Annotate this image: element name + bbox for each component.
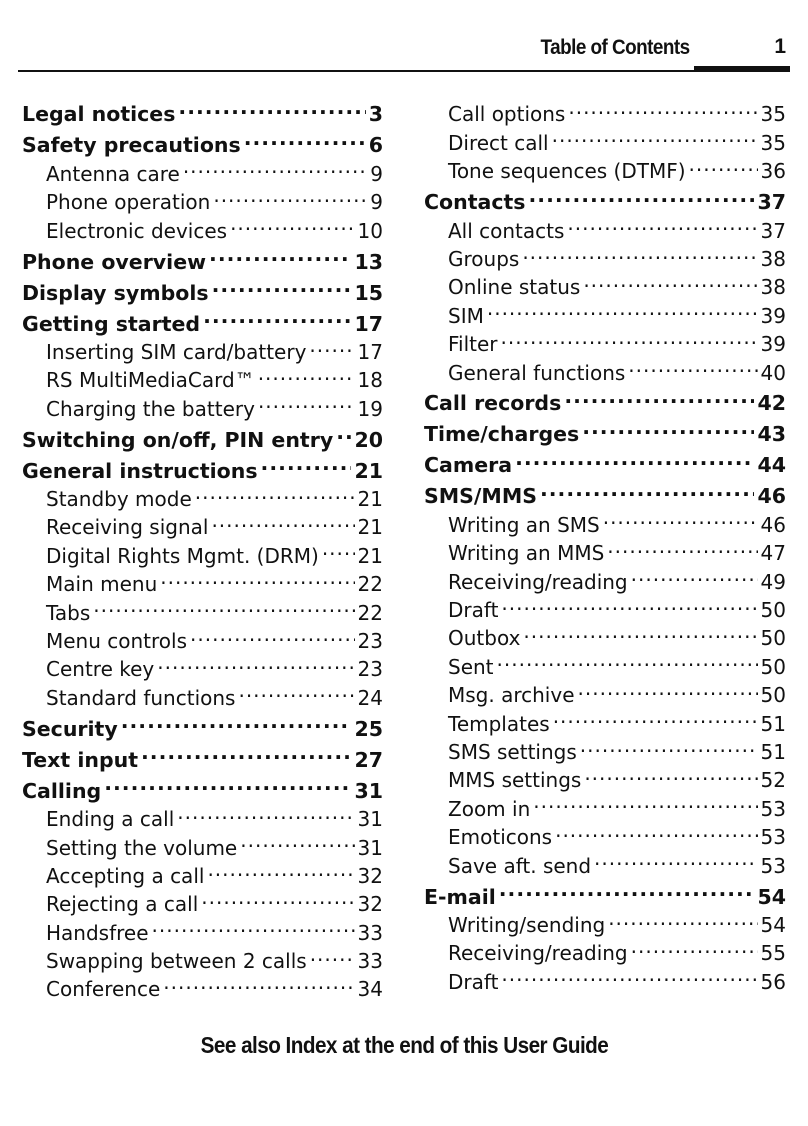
toc-entry-page: 46	[757, 484, 786, 509]
dot-leader	[163, 968, 354, 996]
dot-leader	[580, 731, 758, 759]
toc-entry-label: Templates	[448, 711, 550, 736]
dot-leader	[213, 181, 367, 209]
toc-entry-label: Handsfree	[46, 920, 149, 945]
dot-leader	[104, 769, 351, 797]
toc-entry-page: 55	[760, 941, 786, 966]
dot-leader	[584, 759, 757, 787]
dot-leader	[583, 266, 757, 294]
toc-entry-page: 32	[357, 892, 383, 917]
toc-entry-page: 39	[760, 332, 786, 357]
footer-note	[0, 1032, 808, 1059]
toc-entry-page: 13	[354, 249, 383, 274]
toc-entry-page: 36	[760, 159, 786, 184]
toc-entry-page: 37	[760, 218, 786, 243]
toc-entry-page: 37	[757, 190, 786, 215]
toc-entry-label: Text input	[22, 747, 139, 772]
toc-entry-label: Receiving signal	[46, 515, 209, 540]
dot-leader	[195, 478, 355, 506]
toc-entry-label: Writing an SMS	[448, 512, 600, 537]
toc-entry-label: Display symbols	[22, 280, 209, 305]
toc-entry-label: Draft	[448, 969, 499, 994]
page-title: Table of Contents	[540, 36, 690, 59]
toc-entry-label: Tone sequences (DTMF)	[448, 159, 686, 184]
toc-entry-page: 15	[354, 280, 383, 305]
toc-entry-page: 17	[357, 339, 383, 364]
toc-entry-label: Setting the volume	[46, 835, 238, 860]
toc-entry-page: 38	[760, 275, 786, 300]
toc-entry-page: 22	[357, 600, 383, 625]
toc-entry-label: Menu controls	[46, 628, 188, 653]
toc-entry-label: Charging the battery	[46, 396, 255, 421]
dot-leader	[157, 648, 354, 676]
toc-entry-page: 52	[760, 768, 786, 793]
toc-entry-page: 51	[760, 739, 786, 764]
dot-leader	[322, 534, 355, 562]
toc-entry-label: Receiving/reading	[448, 569, 628, 594]
toc-entry-label: Antenna care	[46, 161, 180, 186]
dot-leader	[594, 844, 758, 872]
toc-entry-page: 46	[760, 512, 786, 537]
dot-leader	[567, 209, 757, 237]
toc-entry-page: 17	[354, 311, 383, 336]
dot-leader	[522, 238, 757, 266]
dot-leader	[578, 674, 758, 702]
page-header	[0, 0, 808, 80]
dot-leader	[523, 617, 757, 645]
toc-entry-page: 40	[760, 360, 786, 385]
toc-entry-page: 22	[357, 572, 383, 597]
toc-entry-label: Msg. archive	[448, 683, 575, 708]
dot-leader	[689, 150, 758, 178]
toc-entry-label: Switching on/off, PIN entry	[22, 427, 334, 452]
toc-entry-page: 54	[760, 912, 786, 937]
toc-entry-page: 27	[354, 747, 383, 772]
dot-leader	[244, 124, 366, 152]
toc-entry-label: Emoticons	[448, 825, 553, 850]
dot-leader	[336, 418, 351, 446]
toc-entry-page: 44	[757, 453, 786, 478]
toc-entry-label: Centre key	[46, 657, 155, 682]
toc-entry-label: Inserting SIM card/battery	[46, 339, 307, 364]
toc-entry-page: 9	[370, 161, 383, 186]
toc-entry-label: Outbox	[448, 626, 521, 651]
dot-leader	[499, 875, 755, 903]
toc-entry-page: 35	[760, 130, 786, 155]
dot-leader	[515, 444, 754, 472]
toc-entry-label: Main menu	[46, 572, 158, 597]
toc-entry-label: Direct call	[448, 130, 549, 155]
dot-leader	[309, 331, 354, 359]
dot-leader	[177, 798, 354, 826]
toc-entry-page: 34	[357, 977, 383, 1002]
toc-entry-label: All contacts	[448, 218, 565, 243]
header-rule-accent	[694, 66, 790, 72]
dot-leader	[152, 911, 355, 939]
dot-leader	[190, 620, 355, 648]
dot-leader	[183, 152, 367, 180]
toc-entry-page: 33	[357, 920, 383, 945]
toc-entry-label: Draft	[448, 598, 499, 622]
toc-entry-label: Standby mode	[46, 487, 192, 512]
toc-entry-label: Security	[22, 716, 118, 741]
dot-leader	[240, 826, 354, 854]
toc-entry-label: Conference	[46, 977, 161, 1002]
dot-leader	[211, 506, 354, 534]
dot-leader	[207, 855, 354, 883]
toc-entry-label: Safety precautions	[22, 133, 241, 158]
dot-leader	[555, 816, 757, 844]
dot-leader	[631, 560, 758, 588]
toc-entry-page: 39	[760, 303, 786, 328]
footer-note-text: See also Index at the end of this User Guide	[200, 1032, 608, 1058]
toc-entry-label: Call options	[448, 102, 566, 127]
toc-entry-label: Digital Rights Mgmt. (DRM)	[46, 543, 319, 568]
toc-entry-label: Zoom in	[448, 796, 531, 821]
toc-entry-page: 3	[368, 102, 383, 127]
dot-leader	[540, 475, 754, 503]
toc-entry-label: Rejecting a call	[46, 892, 199, 917]
toc-entry-label: Receiving/reading	[448, 941, 628, 966]
toc-entry-label: Getting started	[22, 311, 201, 336]
dot-leader	[501, 323, 758, 351]
dot-leader	[501, 589, 757, 617]
toc-entry-page: 38	[760, 246, 786, 271]
dot-leader	[310, 940, 355, 968]
toc-entry-page: 21	[357, 543, 383, 568]
toc-chapter-entry[interactable]	[22, 93, 383, 127]
dot-leader	[201, 883, 354, 911]
toc-column-right	[424, 93, 786, 994]
toc-entry-page: 31	[357, 835, 383, 860]
toc-entry-label: Camera	[424, 453, 513, 478]
toc-entry-page: 32	[357, 863, 383, 888]
toc-entry-label: SMS settings	[448, 739, 577, 764]
toc-entry-page: 18	[357, 368, 383, 393]
toc-entry-page: 54	[757, 884, 786, 909]
dot-leader	[230, 209, 354, 237]
dot-leader	[258, 387, 355, 415]
toc-entry-label: Legal notices	[22, 102, 176, 127]
toc-entry-page: 21	[354, 458, 383, 483]
toc-entry-label: Save aft. send	[448, 853, 592, 878]
toc-entry-label: General instructions	[22, 458, 258, 483]
toc-entry-label: Online status	[448, 275, 581, 300]
toc-entry-label: Accepting a call	[46, 863, 205, 888]
toc-entry-page: 53	[760, 825, 786, 850]
dot-leader	[258, 359, 355, 387]
dot-leader	[564, 382, 754, 410]
dot-leader	[603, 503, 758, 531]
toc-entry-label: Groups	[448, 246, 520, 271]
toc-entry-page: 21	[357, 515, 383, 540]
dot-leader	[631, 932, 758, 960]
toc-entry-page: 53	[760, 796, 786, 821]
toc-entry-page: 10	[357, 218, 383, 243]
toc-entry-page: 53	[760, 853, 786, 878]
toc-entry-page: 23	[357, 628, 383, 653]
toc-entry-label: Filter	[448, 332, 498, 357]
dot-leader	[93, 591, 354, 619]
dot-leader	[628, 351, 757, 379]
toc-entry-page: 19	[357, 396, 383, 421]
toc-entry-page: 49	[760, 569, 786, 594]
toc-entry-page: 31	[357, 807, 383, 832]
toc-entry-label: SMS/MMS	[424, 484, 537, 509]
toc-entry-label: Tabs	[46, 600, 91, 625]
toc-entry-page: 50	[760, 683, 786, 708]
dot-leader	[487, 294, 758, 322]
toc-entry-page: 50	[760, 654, 786, 679]
toc-entry-page: 25	[354, 716, 383, 741]
dot-leader	[497, 645, 758, 673]
toc-entry-label: Phone operation	[46, 190, 211, 215]
header-rule	[18, 70, 696, 72]
dot-leader	[141, 738, 351, 766]
toc-entry-label: Calling	[22, 778, 102, 803]
dot-leader	[121, 707, 352, 735]
dot-leader	[501, 960, 757, 988]
toc-entry-label: Ending a call	[46, 807, 175, 832]
page-number: 1	[774, 35, 786, 58]
toc-entry-page: 21	[357, 487, 383, 512]
dot-leader	[529, 181, 755, 209]
toc-entry-page: 43	[757, 422, 786, 447]
dot-leader	[238, 676, 354, 704]
dot-leader	[212, 271, 352, 299]
toc-entry-label: E-mail	[424, 884, 496, 909]
toc-entry-label: MMS settings	[448, 768, 582, 793]
toc-entry-page: 20	[354, 427, 383, 452]
toc-entry-label: SIM	[448, 303, 484, 328]
dot-leader	[178, 93, 365, 121]
toc-entry-label: Call records	[424, 391, 562, 416]
dot-leader	[533, 787, 757, 815]
toc-entry-label: General functions	[448, 360, 626, 385]
toc-entry-label: RS MultiMediaCard™	[46, 368, 255, 393]
toc-entry-label: Standard functions	[46, 685, 236, 710]
toc-entry-page: 47	[760, 541, 786, 566]
toc-entry-page: 23	[357, 657, 383, 682]
dot-leader	[552, 121, 758, 149]
toc-entry-label: Electronic devices	[46, 218, 228, 243]
toc-column-left	[22, 93, 383, 1002]
toc-entry-page: 6	[368, 133, 383, 158]
toc-entry-label: Phone overview	[22, 249, 207, 274]
toc-entry-page: 42	[757, 391, 786, 416]
dot-leader	[203, 302, 351, 330]
dot-leader	[608, 904, 757, 932]
toc-entry-page: 51	[760, 711, 786, 736]
toc-entry-page: 31	[354, 778, 383, 803]
toc-entry-page: 9	[370, 190, 383, 215]
toc-entry-label: Swapping between 2 calls	[46, 949, 307, 974]
toc-entry-label: Contacts	[424, 190, 526, 215]
dot-leader	[160, 563, 354, 591]
toc-subentry[interactable]	[424, 93, 786, 127]
toc-entry-label: Time/charges	[424, 422, 580, 447]
toc-entry-label: Sent	[448, 654, 494, 679]
toc-entry-page: 50	[760, 626, 786, 651]
toc-entry-page: 24	[357, 685, 383, 710]
toc-entry-page: 35	[760, 102, 786, 127]
dot-leader	[553, 702, 758, 730]
toc-entry-page: 33	[357, 949, 383, 974]
dot-leader	[582, 413, 754, 441]
toc-entry-page: 50	[760, 598, 786, 622]
toc-entry-page: 56	[760, 969, 786, 994]
dot-leader	[209, 240, 351, 268]
dot-leader	[607, 532, 757, 560]
dot-leader	[568, 93, 757, 121]
dot-leader	[261, 449, 352, 477]
toc-entry-label: Writing an MMS	[448, 541, 605, 566]
toc-entry-label: Writing/sending	[448, 912, 606, 937]
